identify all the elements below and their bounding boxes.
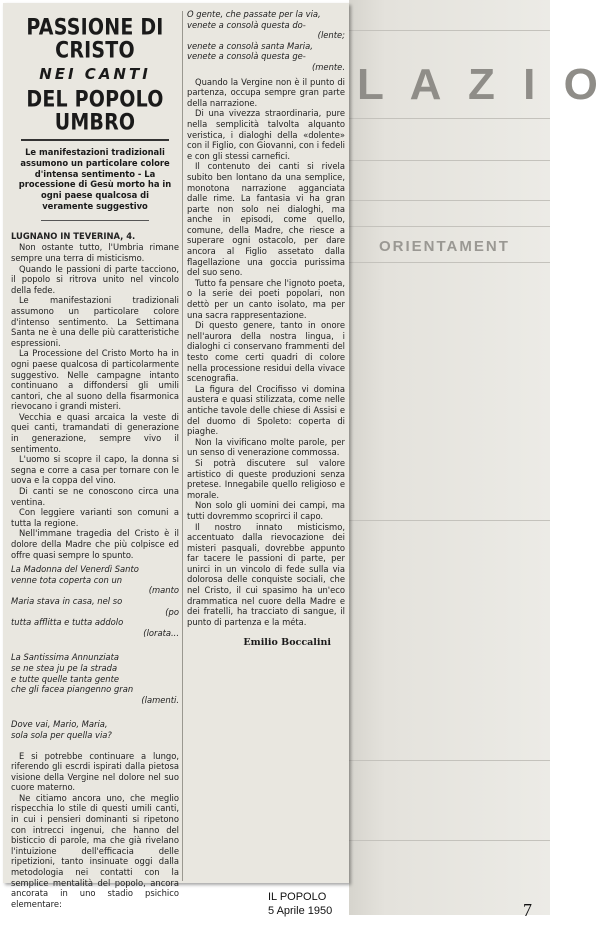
paragraph: Quando la Vergine non è il punto di partenza, occupa sempre gran parte della narrazione. <box>187 76 345 108</box>
paragraph: Non ostante tutto, l'Umbria rimane sempre una terra di misticismo. <box>11 242 179 263</box>
paragraph: Con leggiere varianti son comuni a tutta la regione. <box>11 507 179 528</box>
verse-1 <box>11 564 179 638</box>
paragraph: Non la vivificano molte parole, per un senso di venerazione commossa. <box>187 436 345 458</box>
verse-line: sola sola per quella via? <box>11 729 112 740</box>
verse-line-continuation: (po <box>165 606 179 617</box>
source-date: 5 Aprile 1950 <box>268 905 333 917</box>
paragraph: Ne citiamo ancora uno, che meglio rispecchia lo stile di questi umili canti, in cui i pensieri dominanti si ripetono con intrecci ingenui, che hanno del bisticcio di parole, ma che già rivelano l'intuizione dell'efficacia delle ripetizioni, tanto insinuate oggi dalla metodologia nei contatti con la semplice mentalità del popolo, ancora ancorata in uno stadio psichico elementare: <box>11 792 179 909</box>
right-column <box>187 9 345 648</box>
dateline: LUGNANO IN TEVERINA, 4. <box>11 230 136 241</box>
verse-line-continuation: (lamenti. <box>141 694 179 705</box>
verse-line: che gli facea piangenno gran <box>11 684 134 695</box>
adjacent-page-subheadline-fragment: ORIENTAMENT <box>379 238 510 255</box>
verse-2 <box>11 652 179 705</box>
verse-line-continuation: (lente; <box>317 30 345 41</box>
verse-line-continuation: (lorata... <box>143 627 179 638</box>
verse-line: tutta afflitta e tutta addolo <box>11 617 124 628</box>
verse-3 <box>11 719 179 740</box>
left-paragraphs-1 <box>11 242 179 560</box>
verse-line: venete a consolà questa do- <box>187 19 306 30</box>
author-signature: Emilio Boccalini <box>243 637 331 649</box>
verse-line: La Madonna del Venerdì Santo <box>11 564 139 575</box>
paragraph: Le manifestazioni tradizionali assumono un particolare colore d'intenso sentimento. La Settimana Santa ne è una delle più caratteristiche espressioni. <box>11 295 179 348</box>
verse-line: venne tota coperta con un <box>11 574 123 585</box>
verse-line: Dove vai, Mario, Maria, <box>11 719 108 730</box>
source-caption <box>268 890 332 918</box>
paragraph: Non solo gli uomini dei campi, ma tutti dovremmo scoprirci il capo. <box>187 500 345 521</box>
headline-line-3: DEL POPOLO UMBRO <box>26 86 164 136</box>
left-column <box>11 14 179 909</box>
paragraph: Il contenuto dei canti si rivela subito ben lontano da una semplice, monotona narrazione agganciata dalle rime. La fantasia vi ha gran parte non solo nei dialoghi, ma anche in episodi, come quello, comune, della Madre, che riesce a superare ogni ostacolo, per dare ancora al Figlio assetato dalla flagellazione una goccia purissima del suo seno. <box>187 161 345 278</box>
left-paragraphs-2 <box>11 751 179 910</box>
headline-line-1: PASSIONE DI CRISTO <box>26 14 164 64</box>
right-verse <box>187 9 345 73</box>
subheadline: Le manifestazioni tradizionali assumono un particolare colore d'intensa sentimento - La processione di Gesù morto ha in ogni paese qualcosa di veramente suggestivo <box>18 147 172 211</box>
paragraph: E si potrebbe continuare a lungo, riferendo gli escrdi ispirati dalla pietosa visione della Vergine nel dolore nel suo cuore materno. <box>11 750 179 793</box>
paragraph: Di una vivezza straordinaria, pure nella semplicità talvolta alquanto veristica, i dialoghi della «dolente» con il Figlio, con Giovanni, con i fedeli e con gli stessi carnefici. <box>187 108 345 161</box>
verse-line: Maria stava in casa, nel so <box>11 595 123 606</box>
paragraph: Vecchia e quasi arcaica la veste di quei canti, tramandati di generazione in generazione, sempre vivo il sentimento. <box>11 411 179 454</box>
paragraph: L'uomo si scopre il capo, la donna si segna e corre a casa per tornare con le uova e la coppa del vino. <box>11 454 179 486</box>
paragraph: Si potrà discutere sul valore artistico di queste produzioni senza pretese. Innegabile quello religioso e morale. <box>187 457 345 500</box>
paragraph: Il nostro innato misticismo, accentuato dalla rievocazione dei misteri pasquali, dovrebbe appunto far tacere le passioni di parte, per unirci in un vincolo di fede sulla via dolorosa delle conquiste sociali, che nel Cristo, il cui spasimo ha un'eco drammatica nel cuore della Madre e dei fratelli, ha tracciato di sangue, il punto di partenza e la méta. <box>187 521 345 627</box>
verse-line: O gente, che passate per la via, <box>187 9 321 19</box>
verse-line-continuation: (mente. <box>312 61 345 72</box>
headline-line-2: NEI CANTI <box>39 65 151 83</box>
adjacent-page-headline-fragment: L A Z I O <box>357 60 606 109</box>
verse-line: La Santissima Annunziata <box>11 652 120 663</box>
paragraph: La figura del Crocifisso vi domina austera e quasi stilizzata, come nelle antiche tavole delle chiese di Assisi e del duomo di Spoleto: coperta di piaghe. <box>187 383 345 437</box>
paragraph: La Processione del Cristo Morto ha in ogni paese qualcosa di particolarmente suggestivo. Nelle campagne intanto continuano a diffondersi gli umili cantori, che al suono della fisarmonica rievocano i grandi misteri. <box>11 348 179 412</box>
paragraph: Tutto fa pensare che l'ignoto poeta, o la serie dei poeti popolari, non dettò per un canto isolato, ma per una sacra rappresentazione. <box>187 277 345 320</box>
paragraph: Di questo genere, tanto in onore nell'aurora della nostra lingua, i dialoghi ci conservano frammenti del testo come certi quadri di colore nella processione residui della vivace scenografia. <box>187 320 345 384</box>
paragraph: Nell'immane tragedia del Cristo è il dolore della Madre che più colpisce ed offre quasi sempre lo spunto. <box>11 528 179 560</box>
verse-line-continuation: (manto <box>148 585 179 596</box>
headline-rule <box>21 139 169 141</box>
verse-line: e tutte quelle tanta gente <box>11 673 120 684</box>
adjacent-page-background <box>349 0 606 915</box>
column-divider <box>182 11 183 881</box>
verse-line: venete a consolà santa Maria, <box>187 40 313 51</box>
verse-line: venete a consolà questa ge- <box>187 51 306 62</box>
right-paragraphs <box>187 77 345 628</box>
subheadline-rule <box>41 220 149 221</box>
newspaper-clipping <box>3 3 349 909</box>
source-newspaper: IL POPOLO <box>268 891 327 903</box>
paragraph: Quando le passioni di parte tacciono, il popolo si ritrova unito nel vincolo della fede. <box>11 263 179 295</box>
verse-line: se ne stea ju pe la strada <box>11 662 118 673</box>
paragraph: Di canti se ne conoscono circa una ventina. <box>11 486 179 507</box>
page-number: 7 <box>523 900 532 920</box>
